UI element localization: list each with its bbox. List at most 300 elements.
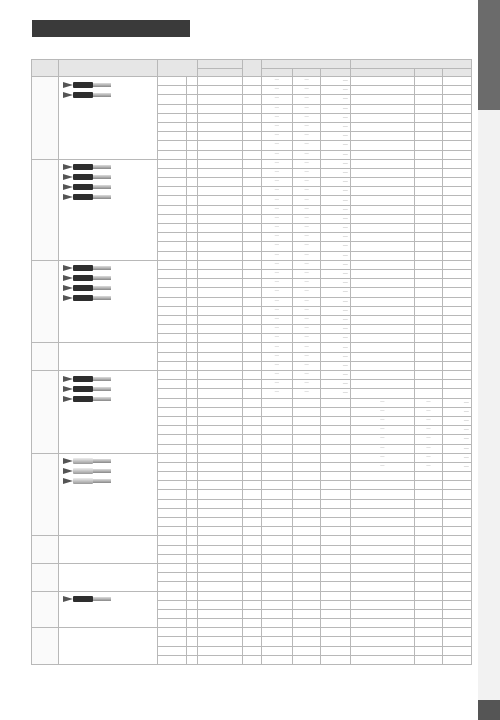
price-seal	[443, 95, 472, 104]
dimensions	[198, 371, 243, 380]
order-code-seal	[351, 600, 415, 609]
table-row	[32, 260, 472, 269]
maker-code: —	[292, 325, 321, 334]
price	[321, 655, 351, 664]
mt-no	[186, 187, 198, 196]
maker-code: —	[292, 380, 321, 389]
col-maker-seal	[414, 68, 443, 77]
order-code	[262, 518, 293, 527]
group-name	[32, 536, 59, 564]
rolling-center-image	[63, 477, 111, 486]
dimensions	[198, 619, 243, 628]
price	[321, 453, 351, 462]
dimensions	[198, 315, 243, 324]
order-code-seal	[351, 260, 415, 269]
maker-code	[292, 536, 321, 545]
order-code-seal	[351, 113, 415, 122]
order-code: —	[262, 168, 293, 177]
model-code	[158, 233, 187, 242]
order-code-seal	[351, 472, 415, 481]
model-code	[158, 472, 187, 481]
dimensions	[198, 426, 243, 435]
max-speed	[242, 77, 261, 86]
maker-code: —	[292, 297, 321, 306]
price-seal	[443, 389, 472, 398]
order-code: —	[262, 306, 293, 315]
price	[321, 472, 351, 481]
maker-code-seal	[414, 573, 443, 582]
mt-no	[186, 205, 198, 214]
maker-code-seal	[414, 582, 443, 591]
price-seal: —	[443, 398, 472, 407]
mt-no	[186, 545, 198, 554]
maker-code: —	[292, 159, 321, 168]
price	[321, 563, 351, 572]
max-speed	[242, 554, 261, 563]
price-seal	[443, 655, 472, 664]
dimensions	[198, 527, 243, 536]
mt-no	[186, 269, 198, 278]
maker-code-seal	[414, 527, 443, 536]
dimensions	[198, 260, 243, 269]
order-code-seal	[351, 251, 415, 260]
maker-code-seal	[414, 518, 443, 527]
mt-no	[186, 600, 198, 609]
max-speed	[242, 591, 261, 600]
order-code-seal	[351, 168, 415, 177]
maker-code-seal	[414, 168, 443, 177]
dimensions	[198, 536, 243, 545]
col-nonseal	[262, 60, 351, 69]
group-name	[32, 159, 59, 260]
order-code-seal	[351, 380, 415, 389]
max-speed	[242, 279, 261, 288]
mt-no	[186, 178, 198, 187]
price	[321, 462, 351, 471]
max-speed	[242, 150, 261, 159]
maker-code: —	[292, 251, 321, 260]
price-seal	[443, 518, 472, 527]
price-seal: —	[443, 453, 472, 462]
price	[321, 646, 351, 655]
maker-code	[292, 499, 321, 508]
price-seal	[443, 563, 472, 572]
dimensions	[198, 416, 243, 425]
price	[321, 619, 351, 628]
dimensions	[198, 279, 243, 288]
max-speed	[242, 462, 261, 471]
price	[321, 490, 351, 499]
model-code	[158, 315, 187, 324]
mt-no	[186, 573, 198, 582]
order-code-seal	[351, 288, 415, 297]
order-code: —	[262, 187, 293, 196]
price: —	[321, 380, 351, 389]
maker-code-seal	[414, 536, 443, 545]
maker-code-seal	[414, 113, 443, 122]
mt-no	[186, 132, 198, 141]
order-code	[262, 508, 293, 517]
order-code-seal	[351, 315, 415, 324]
maker-code: —	[292, 178, 321, 187]
max-speed	[242, 646, 261, 655]
price: —	[321, 288, 351, 297]
maker-code: —	[292, 104, 321, 113]
mt-no	[186, 306, 198, 315]
order-code-seal: —	[351, 453, 415, 462]
price-seal	[443, 150, 472, 159]
max-speed	[242, 159, 261, 168]
col-order	[262, 68, 293, 77]
order-code-seal	[351, 591, 415, 600]
max-speed	[242, 389, 261, 398]
order-code	[262, 407, 293, 416]
rolling-center-image	[63, 467, 111, 476]
maker-code: —	[292, 141, 321, 150]
maker-code	[292, 655, 321, 664]
price-seal	[443, 536, 472, 545]
max-speed	[242, 187, 261, 196]
rolling-center-image	[63, 163, 111, 172]
maker-code-seal	[414, 380, 443, 389]
price: —	[321, 260, 351, 269]
group-feature	[58, 77, 158, 160]
max-speed	[242, 132, 261, 141]
price-seal	[443, 224, 472, 233]
group-name	[32, 453, 59, 536]
model-code	[158, 646, 187, 655]
mt-no	[186, 407, 198, 416]
dimensions	[198, 591, 243, 600]
dimensions	[198, 242, 243, 251]
max-speed	[242, 600, 261, 609]
model-code	[158, 205, 187, 214]
model-code	[158, 619, 187, 628]
model-code	[158, 655, 187, 664]
mt-no	[186, 77, 198, 86]
order-code	[262, 609, 293, 618]
dimensions	[198, 297, 243, 306]
dimensions	[198, 150, 243, 159]
price: —	[321, 334, 351, 343]
price-seal	[443, 591, 472, 600]
price: —	[321, 352, 351, 361]
order-code	[262, 545, 293, 554]
model-code	[158, 407, 187, 416]
max-speed	[242, 472, 261, 481]
order-code-seal: —	[351, 407, 415, 416]
dimensions	[198, 444, 243, 453]
price-seal	[443, 159, 472, 168]
maker-code-seal	[414, 655, 443, 664]
dimensions	[198, 325, 243, 334]
mt-no	[186, 518, 198, 527]
price	[321, 407, 351, 416]
price: —	[321, 159, 351, 168]
max-speed	[242, 205, 261, 214]
dimensions	[198, 306, 243, 315]
price-seal	[443, 269, 472, 278]
dimensions	[198, 178, 243, 187]
price	[321, 481, 351, 490]
order-code-seal	[351, 233, 415, 242]
model-code	[158, 288, 187, 297]
maker-code-seal	[414, 77, 443, 86]
dimensions	[198, 334, 243, 343]
group-name	[32, 628, 59, 665]
mt-no	[186, 536, 198, 545]
side-section-title	[478, 378, 500, 568]
order-code	[262, 554, 293, 563]
price: —	[321, 95, 351, 104]
price: —	[321, 297, 351, 306]
maker-code-seal: —	[414, 426, 443, 435]
price-seal	[443, 77, 472, 86]
dimensions	[198, 563, 243, 572]
maker-code	[292, 637, 321, 646]
rolling-center-image	[63, 384, 111, 393]
maker-code: —	[292, 343, 321, 352]
mt-no	[186, 472, 198, 481]
maker-code-seal	[414, 646, 443, 655]
model-code	[158, 637, 187, 646]
max-speed	[242, 260, 261, 269]
model-code	[158, 269, 187, 278]
order-code-seal	[351, 563, 415, 572]
model-code	[158, 325, 187, 334]
order-code: —	[262, 224, 293, 233]
maker-code-seal	[414, 95, 443, 104]
price: —	[321, 132, 351, 141]
mt-no	[186, 508, 198, 517]
price: —	[321, 343, 351, 352]
order-code	[262, 472, 293, 481]
col-feature	[58, 60, 158, 77]
mt-no	[186, 490, 198, 499]
order-code-seal	[351, 334, 415, 343]
order-code: —	[262, 178, 293, 187]
price-seal	[443, 481, 472, 490]
mt-no	[186, 224, 198, 233]
rolling-center-image	[63, 284, 111, 293]
order-code-seal	[351, 159, 415, 168]
group-name	[32, 591, 59, 628]
price: —	[321, 233, 351, 242]
dimensions	[198, 398, 243, 407]
maker-code-seal	[414, 637, 443, 646]
model-code	[158, 444, 187, 453]
dimensions	[198, 646, 243, 655]
dimensions	[198, 113, 243, 122]
price-seal	[443, 637, 472, 646]
max-speed	[242, 609, 261, 618]
price: —	[321, 178, 351, 187]
order-code: —	[262, 113, 293, 122]
maker-code	[292, 435, 321, 444]
price: —	[321, 150, 351, 159]
model-code	[158, 591, 187, 600]
mt-no	[186, 242, 198, 251]
price	[321, 499, 351, 508]
maker-code	[292, 573, 321, 582]
max-speed	[242, 224, 261, 233]
dimensions	[198, 224, 243, 233]
model-code	[158, 380, 187, 389]
maker-code-seal	[414, 297, 443, 306]
table-row	[32, 159, 472, 168]
dimensions	[198, 545, 243, 554]
mt-no	[186, 113, 198, 122]
rolling-center-image	[63, 394, 111, 403]
order-code: —	[262, 297, 293, 306]
order-code	[262, 646, 293, 655]
price-seal	[443, 288, 472, 297]
max-speed	[242, 499, 261, 508]
maker-code: —	[292, 168, 321, 177]
order-code: —	[262, 95, 293, 104]
price-seal	[443, 609, 472, 618]
price-seal	[443, 619, 472, 628]
order-code-seal	[351, 86, 415, 95]
maker-code	[292, 646, 321, 655]
model-code	[158, 352, 187, 361]
maker-code: —	[292, 233, 321, 242]
max-speed	[242, 398, 261, 407]
maker-code-seal	[414, 481, 443, 490]
price	[321, 426, 351, 435]
max-speed	[242, 481, 261, 490]
order-code-seal	[351, 361, 415, 370]
max-speed	[242, 343, 261, 352]
mt-no	[186, 315, 198, 324]
order-code-seal	[351, 481, 415, 490]
price: —	[321, 315, 351, 324]
mt-no	[186, 462, 198, 471]
maker-code: —	[292, 242, 321, 251]
group-feature	[58, 563, 158, 591]
order-code-seal	[351, 573, 415, 582]
max-speed	[242, 352, 261, 361]
group-name	[32, 371, 59, 454]
price-seal: —	[443, 407, 472, 416]
model-code	[158, 527, 187, 536]
maker-code: —	[292, 361, 321, 370]
price-seal: —	[443, 416, 472, 425]
max-speed	[242, 288, 261, 297]
dimensions	[198, 122, 243, 131]
mt-no	[186, 86, 198, 95]
order-code-seal	[351, 371, 415, 380]
maker-code-seal	[414, 251, 443, 260]
price-seal: —	[443, 462, 472, 471]
dimensions	[198, 554, 243, 563]
max-speed	[242, 490, 261, 499]
maker-code: —	[292, 77, 321, 86]
price	[321, 637, 351, 646]
mt-no	[186, 251, 198, 260]
dimensions	[198, 490, 243, 499]
col-order-seal	[351, 68, 415, 77]
order-code-seal	[351, 242, 415, 251]
max-speed	[242, 141, 261, 150]
price: —	[321, 86, 351, 95]
order-code: —	[262, 196, 293, 205]
order-code-seal	[351, 352, 415, 361]
price: —	[321, 251, 351, 260]
mt-no	[186, 499, 198, 508]
price-seal	[443, 582, 472, 591]
order-code-seal	[351, 646, 415, 655]
dimensions	[198, 380, 243, 389]
maker-code-seal	[414, 361, 443, 370]
table-row	[32, 563, 472, 572]
order-code: —	[262, 361, 293, 370]
price	[321, 518, 351, 527]
maker-code-seal	[414, 609, 443, 618]
rolling-center-image	[63, 183, 111, 192]
maker-code	[292, 416, 321, 425]
mt-no	[186, 196, 198, 205]
maker-code-seal	[414, 545, 443, 554]
rolling-center-image	[63, 90, 111, 99]
mt-no	[186, 352, 198, 361]
maker-code: —	[292, 315, 321, 324]
max-speed	[242, 306, 261, 315]
price: —	[321, 205, 351, 214]
order-code: —	[262, 214, 293, 223]
maker-code-seal	[414, 628, 443, 637]
model-code	[158, 389, 187, 398]
dimensions	[198, 104, 243, 113]
mt-no	[186, 141, 198, 150]
maker-code: —	[292, 150, 321, 159]
order-code-seal	[351, 554, 415, 563]
model-code	[158, 536, 187, 545]
model-code	[158, 297, 187, 306]
maker-code-seal	[414, 315, 443, 324]
max-speed	[242, 508, 261, 517]
price-seal	[443, 352, 472, 361]
price	[321, 628, 351, 637]
group-feature	[58, 371, 158, 454]
dimensions	[198, 628, 243, 637]
model-code	[158, 122, 187, 131]
mt-no	[186, 646, 198, 655]
col-seal	[351, 60, 472, 69]
dimensions	[198, 462, 243, 471]
model-code	[158, 113, 187, 122]
price	[321, 527, 351, 536]
dimensions	[198, 499, 243, 508]
price	[321, 444, 351, 453]
maker-code: —	[292, 224, 321, 233]
model-code	[158, 77, 187, 86]
maker-code	[292, 453, 321, 462]
model-code	[158, 499, 187, 508]
max-speed	[242, 527, 261, 536]
order-code-seal	[351, 637, 415, 646]
max-speed	[242, 104, 261, 113]
max-speed	[242, 86, 261, 95]
order-code: —	[262, 77, 293, 86]
col-price-seal	[443, 68, 472, 77]
price-seal	[443, 371, 472, 380]
maker-code: —	[292, 122, 321, 131]
price: —	[321, 104, 351, 113]
mt-no	[186, 563, 198, 572]
max-speed	[242, 628, 261, 637]
model-code	[158, 141, 187, 150]
